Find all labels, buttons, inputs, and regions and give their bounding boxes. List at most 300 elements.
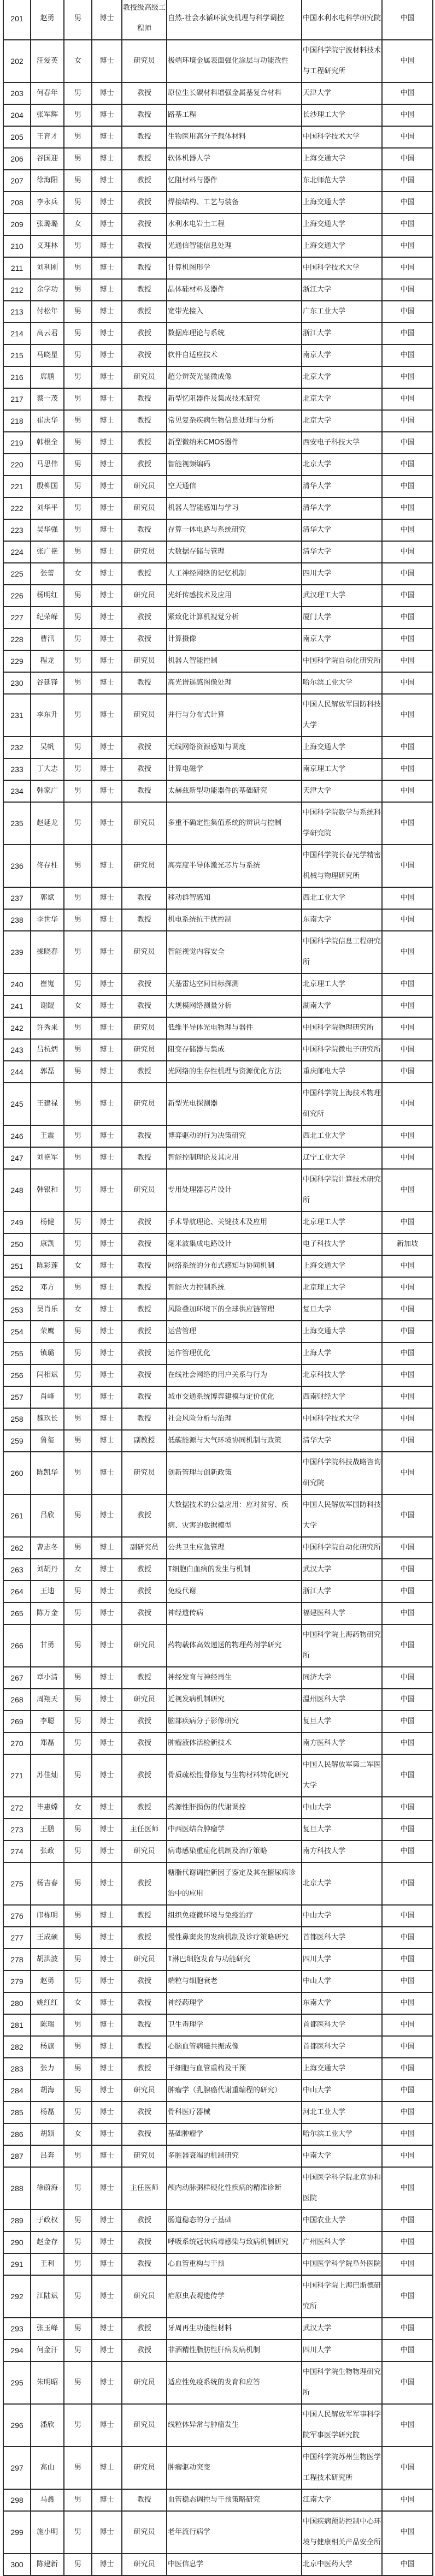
table-row (3, 2102, 433, 2123)
cell-number: 239 (3, 931, 31, 974)
cell-number: 276 (3, 1905, 31, 1927)
cell-institution: 上海交通大学 (302, 1255, 382, 1277)
cell-gender: 女 (64, 563, 92, 585)
cell-institution: 湖南大学 (302, 995, 382, 1017)
cell-name: 赵延龙 (31, 802, 64, 845)
table-row (3, 1862, 433, 1905)
cell-country: 中国 (382, 1039, 433, 1061)
cell-name: 马晓星 (31, 345, 64, 366)
cell-gender: 男 (64, 1169, 92, 1212)
cell-name: 王育才 (31, 126, 64, 148)
cell-number: 230 (3, 672, 31, 694)
cell-name: 王震 (31, 1125, 64, 1147)
cell-country: 中国 (382, 2447, 433, 2489)
cell-name: 吴肖乐 (31, 1299, 64, 1321)
table-row (3, 1602, 433, 1624)
cell-institution: 复旦大学 (302, 1299, 382, 1321)
cell-institution: 上海交通大学 (302, 213, 382, 235)
cell-title: 教授级高级工程师 (122, 0, 167, 40)
cell-title: 教授 (122, 1559, 167, 1581)
scholar-list-table (3, 0, 433, 2576)
table-row (3, 780, 433, 802)
cell-name: 王建禄 (31, 1083, 64, 1125)
cell-degree: 博士 (92, 2080, 122, 2102)
cell-institution: 清华大学 (302, 1430, 382, 1452)
table-row (3, 323, 433, 345)
cell-gender: 女 (64, 1255, 92, 1277)
cell-degree: 博士 (92, 1732, 122, 1754)
cell-institution: 南京大学 (302, 345, 382, 366)
table-row (3, 82, 433, 104)
cell-name: 付松年 (31, 301, 64, 323)
table-row (3, 672, 433, 694)
cell-number: 287 (3, 2145, 31, 2167)
cell-institution: 北京大学 (302, 410, 382, 432)
cell-title: 教授 (122, 737, 167, 758)
cell-research-field: 慢性鼻窦炎的发病机制及诊疗策略研究 (167, 1927, 302, 1949)
table-row (3, 1321, 433, 1343)
cell-name: 陈凯华 (31, 1452, 64, 1494)
cell-research-field: 城市交通系统博弈建模与定价优化 (167, 1386, 302, 1408)
cell-research-field: 药源性肝损伤的代谢调控 (167, 1797, 302, 1819)
cell-institution: 中国科学院科技战略咨询研究院 (302, 1452, 382, 1494)
cell-institution: 中国人民解放军国防科技大学 (302, 1494, 382, 1537)
cell-title: 副研究员 (122, 1537, 167, 1559)
cell-country: 中国 (382, 909, 433, 931)
cell-institution: 重庆邮电大学 (302, 1061, 382, 1083)
cell-number: 216 (3, 366, 31, 388)
cell-number: 205 (3, 126, 31, 148)
cell-research-field: 存算一体电路与系统研究 (167, 519, 302, 541)
cell-degree: 博士 (92, 2318, 122, 2340)
cell-number: 254 (3, 1321, 31, 1343)
cell-name: 谢鲲 (31, 995, 64, 1017)
cell-number: 257 (3, 1386, 31, 1408)
table-row (3, 104, 433, 126)
cell-research-field: 肿瘤驱动突变 (167, 2447, 302, 2489)
cell-title: 教授 (122, 995, 167, 1017)
cell-name: 杨旗 (31, 2036, 64, 2058)
cell-number: 245 (3, 1083, 31, 1125)
cell-number: 221 (3, 476, 31, 497)
cell-research-field: 数据库理论与系统 (167, 323, 302, 345)
cell-name: 张广艳 (31, 541, 64, 563)
table-row (3, 2361, 433, 2404)
table-row (3, 2014, 433, 2036)
cell-gender: 男 (64, 1147, 92, 1169)
cell-degree: 博士 (92, 1386, 122, 1408)
cell-research-field: 并行与分布式计算 (167, 694, 302, 737)
cell-country: 中国 (382, 1732, 433, 1754)
table-row (3, 1732, 433, 1754)
cell-title: 教授 (122, 1255, 167, 1277)
cell-title: 教授 (122, 2340, 167, 2361)
cell-research-field: 低碳能源与大气环境协同机制与政策 (167, 1430, 302, 1452)
cell-name: 吴帆 (31, 737, 64, 758)
cell-country: 中国 (382, 1689, 433, 1711)
cell-degree: 博士 (92, 1754, 122, 1797)
cell-title: 教授 (122, 628, 167, 650)
cell-title: 教授 (122, 323, 167, 345)
cell-number: 203 (3, 82, 31, 104)
cell-country: 中国 (382, 1212, 433, 1233)
cell-research-field: 线粒体异常与肿瘤发生 (167, 2404, 302, 2447)
cell-degree: 博士 (92, 519, 122, 541)
cell-country: 中国 (382, 607, 433, 628)
cell-country: 中国 (382, 82, 433, 104)
cell-title: 副教授 (122, 1430, 167, 1452)
cell-degree: 博士 (92, 2014, 122, 2036)
cell-title: 研究员 (122, 585, 167, 607)
table-row (3, 1430, 433, 1452)
cell-gender: 男 (64, 454, 92, 476)
cell-number: 266 (3, 1624, 31, 1667)
cell-research-field: 运作管理优化 (167, 1343, 302, 1364)
cell-name: 徐海阳 (31, 170, 64, 192)
cell-gender: 男 (64, 2554, 92, 2575)
table-row (3, 0, 433, 40)
cell-degree: 博士 (92, 1277, 122, 1299)
cell-number: 228 (3, 628, 31, 650)
cell-country: 中国 (382, 1581, 433, 1602)
cell-institution: 天津大学 (302, 82, 382, 104)
cell-gender: 男 (64, 1452, 92, 1494)
cell-country: 中国 (382, 931, 433, 974)
cell-country: 中国 (382, 737, 433, 758)
cell-name: 李东升 (31, 694, 64, 737)
cell-institution: 中国科学院数学与系统科学研究院 (302, 802, 382, 845)
cell-degree: 博士 (92, 192, 122, 213)
cell-number: 290 (3, 2231, 31, 2253)
table-row (3, 628, 433, 650)
cell-research-field: 计算电磁学 (167, 758, 302, 780)
cell-country: 中国 (382, 1949, 433, 1970)
cell-country: 中国 (382, 323, 433, 345)
cell-title: 教授 (122, 235, 167, 257)
table-row (3, 432, 433, 454)
cell-number: 270 (3, 1732, 31, 1754)
cell-institution: 清华大学 (302, 476, 382, 497)
cell-research-field: 机器人智能感知与学习 (167, 497, 302, 519)
cell-institution: 中国疾病预防控制中心环境与健康相关产品安全所 (302, 2511, 382, 2554)
cell-name: 韩根全 (31, 432, 64, 454)
cell-name: 杨健 (31, 1212, 64, 1233)
cell-research-field: 创新管理与创新政策 (167, 1452, 302, 1494)
cell-institution: 中国科学院自动化研究所 (302, 1537, 382, 1559)
cell-institution: 北京理工大学 (302, 1212, 382, 1233)
table-row (3, 2340, 433, 2361)
cell-country: 中国 (382, 1277, 433, 1299)
cell-name: 魏玖长 (31, 1408, 64, 1430)
cell-degree: 博士 (92, 1364, 122, 1386)
cell-institution: 福建医科大学 (302, 1602, 382, 1624)
cell-name: 汪爱英 (31, 40, 64, 82)
cell-degree: 博士 (92, 279, 122, 301)
cell-number: 256 (3, 1364, 31, 1386)
cell-number: 286 (3, 2123, 31, 2145)
table-row (3, 388, 433, 410)
cell-name: 张蕾 (31, 563, 64, 585)
cell-title: 研究员 (122, 476, 167, 497)
cell-number: 246 (3, 1125, 31, 1147)
cell-gender: 男 (64, 126, 92, 148)
cell-institution: 北京科技大学 (302, 1364, 382, 1386)
cell-research-field: 焊接结构、工艺与装备 (167, 192, 302, 213)
cell-number: 238 (3, 909, 31, 931)
cell-institution: 首都医科大学 (302, 1927, 382, 1949)
cell-institution: 西北工业大学 (302, 1125, 382, 1147)
table-row (3, 1039, 433, 1061)
cell-gender: 男 (64, 2253, 92, 2275)
cell-name: 义理林 (31, 235, 64, 257)
cell-degree: 博士 (92, 1494, 122, 1537)
cell-number: 285 (3, 2102, 31, 2123)
cell-title: 教授 (122, 279, 167, 301)
cell-gender: 男 (64, 2036, 92, 2058)
cell-number: 296 (3, 2404, 31, 2447)
cell-degree: 博士 (92, 780, 122, 802)
cell-research-field: 神经药理学 (167, 1992, 302, 2014)
cell-gender: 男 (64, 519, 92, 541)
cell-country: 中国 (382, 2340, 433, 2361)
cell-research-field: 在线社会网络的用户关系与行为 (167, 1364, 302, 1386)
cell-country: 中国 (382, 345, 433, 366)
cell-number: 232 (3, 737, 31, 758)
table-row (3, 1299, 433, 1321)
cell-research-field: 疟原虫表观遗传学 (167, 2275, 302, 2318)
cell-country: 中国 (382, 2167, 433, 2210)
cell-degree: 博士 (92, 563, 122, 585)
cell-number: 225 (3, 563, 31, 585)
cell-research-field: 光纤传感技术及应用 (167, 585, 302, 607)
cell-title: 教授 (122, 1212, 167, 1233)
cell-institution: 中国科学院物理研究所 (302, 1017, 382, 1039)
table-row (3, 301, 433, 323)
cell-gender: 男 (64, 2318, 92, 2340)
cell-gender: 男 (64, 170, 92, 192)
table-row (3, 2489, 433, 2511)
cell-degree: 博士 (92, 995, 122, 1017)
cell-gender: 女 (64, 995, 92, 1017)
cell-number: 217 (3, 388, 31, 410)
cell-number: 226 (3, 585, 31, 607)
cell-degree: 博士 (92, 1905, 122, 1927)
cell-country: 中国 (382, 1494, 433, 1537)
cell-name: 江陆斌 (31, 2275, 64, 2318)
cell-research-field: 计算机图形学 (167, 257, 302, 279)
cell-research-field: 呼吸系统冠状病毒感染与致病机制研究 (167, 2231, 302, 2253)
cell-degree: 博士 (92, 1061, 122, 1083)
cell-name: 吕杭炳 (31, 1039, 64, 1061)
cell-research-field: 病毒感染重症化机制及治疗策略 (167, 1841, 302, 1862)
cell-institution: 天津大学 (302, 780, 382, 802)
cell-title: 教授 (122, 2318, 167, 2340)
cell-title: 教授 (122, 2253, 167, 2275)
cell-degree: 博士 (92, 931, 122, 974)
table-row (3, 1667, 433, 1689)
cell-institution: 中国科学院生物物理研究所 (302, 2361, 382, 2404)
cell-research-field: 心血管重构与干预 (167, 2253, 302, 2275)
table-row (3, 2080, 433, 2102)
cell-research-field: 机电系统抗干扰控制 (167, 909, 302, 931)
cell-country: 中国 (382, 1667, 433, 1689)
cell-research-field: 肿瘤液体活检新技术 (167, 1732, 302, 1754)
cell-name: 镇璐 (31, 1343, 64, 1364)
cell-gender: 男 (64, 1754, 92, 1797)
cell-research-field: 中西医结合肿瘤学 (167, 1819, 302, 1841)
cell-title: 研究员 (122, 1949, 167, 1970)
cell-country: 中国 (382, 1169, 433, 1212)
cell-name: 刘华平 (31, 497, 64, 519)
table-row (3, 2275, 433, 2318)
cell-country: 中国 (382, 2361, 433, 2404)
cell-country: 中国 (382, 1927, 433, 1949)
cell-country: 中国 (382, 454, 433, 476)
cell-gender: 男 (64, 2210, 92, 2231)
cell-name: 何金汗 (31, 2340, 64, 2361)
cell-title: 研究员 (122, 366, 167, 388)
cell-name: 高山 (31, 2447, 64, 2489)
cell-title: 教授 (122, 388, 167, 410)
cell-title: 教授 (122, 1905, 167, 1927)
cell-institution: 中国科学院苏州生物医学工程技术研究所 (302, 2447, 382, 2489)
cell-title: 教授 (122, 1992, 167, 2014)
cell-number: 279 (3, 1970, 31, 1992)
cell-name: 程龙 (31, 650, 64, 672)
cell-institution: 电子科技大学 (302, 1233, 382, 1255)
table-row (3, 737, 433, 758)
cell-institution: 广州医科大学 (302, 2231, 382, 2253)
cell-country: 中国 (382, 1841, 433, 1862)
cell-research-field: 新型光电探测器 (167, 1083, 302, 1125)
cell-title: 教授 (122, 454, 167, 476)
cell-degree: 博士 (92, 845, 122, 887)
cell-gender: 男 (64, 257, 92, 279)
cell-degree: 博士 (92, 1255, 122, 1277)
cell-research-field: 忆阻材料与器件 (167, 170, 302, 192)
cell-institution: 首都医科大学 (302, 2036, 382, 2058)
table-row (3, 1970, 433, 1992)
cell-number: 298 (3, 2489, 31, 2511)
cell-gender: 男 (64, 802, 92, 845)
cell-gender: 男 (64, 301, 92, 323)
cell-title: 研究员 (122, 1841, 167, 1862)
cell-country: 中国 (382, 2404, 433, 2447)
cell-name: 佟存柱 (31, 845, 64, 887)
cell-title: 研究员 (122, 2275, 167, 2318)
cell-title: 教授 (122, 1386, 167, 1408)
cell-number: 222 (3, 497, 31, 519)
cell-country: 中国 (382, 672, 433, 694)
cell-number: 248 (3, 1169, 31, 1212)
cell-name: 徐蔚海 (31, 2167, 64, 2210)
cell-name: 赵勇 (31, 0, 64, 40)
cell-research-field: 骨科医疗器械 (167, 2102, 302, 2123)
cell-country: 中国 (382, 2080, 433, 2102)
cell-number: 212 (3, 279, 31, 301)
cell-institution: 中国人民解放军第二军医大学 (302, 1754, 382, 1797)
cell-gender: 男 (64, 1905, 92, 1927)
cell-research-field: 免疫代谢 (167, 1581, 302, 1602)
cell-country: 中国 (382, 2318, 433, 2340)
cell-title: 研究员 (122, 40, 167, 82)
cell-institution: 浙江大学 (302, 1581, 382, 1602)
cell-name: 张政 (31, 1841, 64, 1862)
cell-institution: 中国科学院上海技术物理研究所 (302, 1083, 382, 1125)
cell-name: 刘胡丹 (31, 1559, 64, 1581)
table-row (3, 1624, 433, 1667)
cell-country: 中国 (382, 301, 433, 323)
cell-country: 中国 (382, 1321, 433, 1343)
cell-degree: 博士 (92, 366, 122, 388)
table-row (3, 1017, 433, 1039)
cell-country: 新加坡 (382, 1233, 433, 1255)
cell-number: 300 (3, 2554, 31, 2575)
cell-institution: 中国科学院上海药物研究所 (302, 1624, 382, 1667)
table-row (3, 2167, 433, 2210)
cell-number: 206 (3, 148, 31, 170)
cell-degree: 博士 (92, 1862, 122, 1905)
cell-name: 杨吉春 (31, 1862, 64, 1905)
cell-gender: 男 (64, 1017, 92, 1039)
cell-institution: 同济大学 (302, 1667, 382, 1689)
cell-research-field: 组织免疫微环境与免疫治疗 (167, 1905, 302, 1927)
cell-degree: 博士 (92, 1797, 122, 1819)
cell-name: 韩银和 (31, 1169, 64, 1212)
cell-country: 中国 (382, 1430, 433, 1452)
cell-gender: 男 (64, 1537, 92, 1559)
cell-institution: 中山大学 (302, 1797, 382, 1819)
cell-title: 教授 (122, 1602, 167, 1624)
cell-country: 中国 (382, 1147, 433, 1169)
cell-number: 250 (3, 1233, 31, 1255)
cell-title: 教授 (122, 1494, 167, 1537)
cell-number: 243 (3, 1039, 31, 1061)
cell-country: 中国 (382, 2058, 433, 2080)
cell-gender: 男 (64, 279, 92, 301)
cell-number: 242 (3, 1017, 31, 1039)
cell-gender: 男 (64, 2361, 92, 2404)
cell-degree: 博士 (92, 2036, 122, 2058)
cell-gender: 男 (64, 1732, 92, 1754)
table-row (3, 1494, 433, 1537)
cell-gender: 男 (64, 1233, 92, 1255)
cell-country: 中国 (382, 1364, 433, 1386)
cell-degree: 博士 (92, 628, 122, 650)
cell-name: 陈建新 (31, 2554, 64, 2575)
cell-name: 章小清 (31, 1667, 64, 1689)
cell-degree: 博士 (92, 909, 122, 931)
cell-degree: 博士 (92, 1711, 122, 1732)
cell-gender: 男 (64, 497, 92, 519)
cell-institution: 四川大学 (302, 2340, 382, 2361)
cell-title: 教授 (122, 213, 167, 235)
cell-country: 中国 (382, 802, 433, 845)
cell-degree: 博士 (92, 541, 122, 563)
table-row (3, 650, 433, 672)
cell-country: 中国 (382, 1862, 433, 1905)
cell-title: 研究员 (122, 845, 167, 887)
cell-institution: 河北工业大学 (302, 2102, 382, 2123)
cell-country: 中国 (382, 235, 433, 257)
cell-degree: 博士 (92, 1667, 122, 1689)
cell-research-field: 牙周再生功能性材料 (167, 2318, 302, 2340)
table-row (3, 1819, 433, 1841)
cell-institution: 北京大学 (302, 1862, 382, 1905)
cell-gender: 男 (64, 1689, 92, 1711)
cell-country: 中国 (382, 845, 433, 887)
cell-institution: 北京大学 (302, 454, 382, 476)
